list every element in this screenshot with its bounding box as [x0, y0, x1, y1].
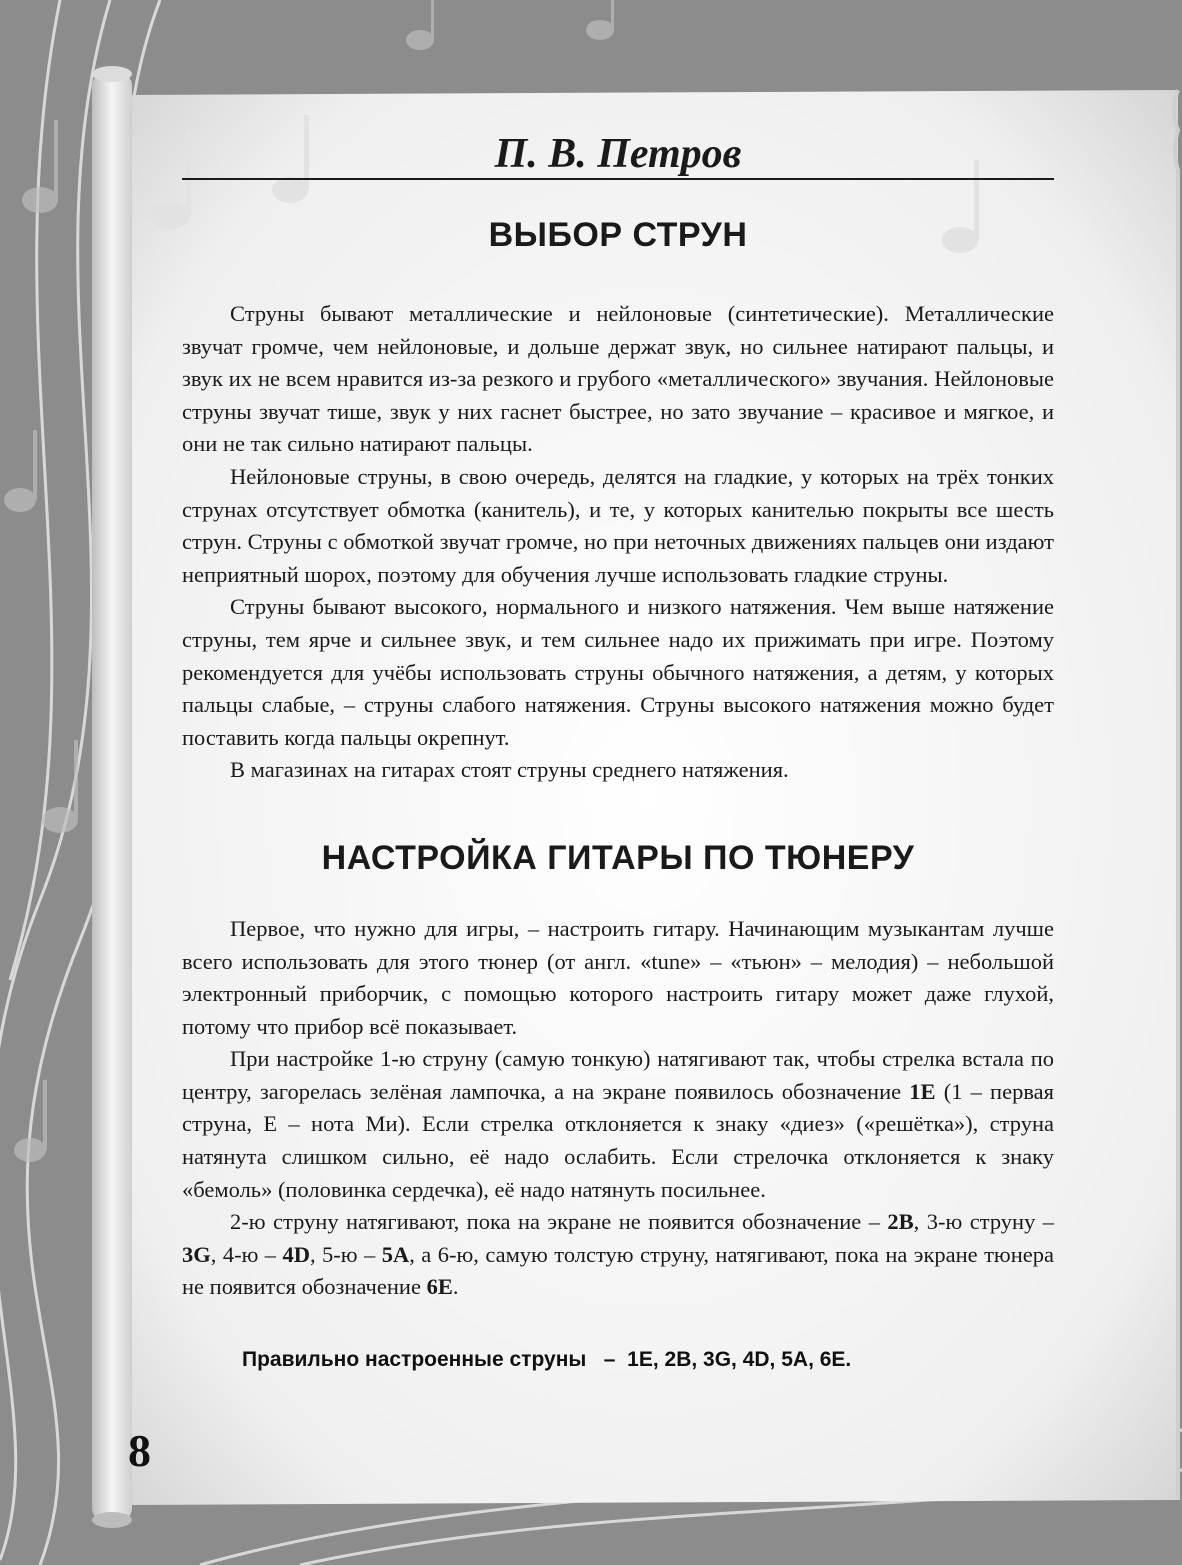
text-run: , 4-ю – — [210, 1241, 283, 1267]
string-code: 1E — [909, 1078, 936, 1104]
text-run: , 5-ю – — [310, 1241, 382, 1267]
text-run: (1 – первая струна, E – нота Ми). Если стрелка отклоняется к знаку «диез» («решётка»), струна натянута слишком сильно, её надо ослабить. Если стрелочка отклоняется к знаку «бемоль» (половинка сердечка), её надо натянуть посильнее. — [182, 1078, 1054, 1202]
paragraph — [182, 1043, 1054, 1206]
header-rule — [182, 178, 1054, 180]
text-run: , а 6-ю, самую толстую струну, натягивают, пока на экране тюнера не появится обозначение — [182, 1241, 1054, 1300]
section-title-strings: ВЫБОР СТРУН — [488, 216, 748, 254]
page-number: 8 — [128, 1425, 151, 1476]
paragraph — [182, 1206, 1054, 1304]
paragraph: Нейлоновые струны, в свою очередь, делятся на гладкие, у которых на трёх тонких струнах отсутствует обмотка (канитель), и те, у которых канителью покрыты все шесть струн. Струны с обмоткой звучат громче, но при неточных движениях пальцев они издают неприятный шорох, поэтому для обучения лучше использовать гладкие струны. — [182, 463, 1054, 587]
section-strings-body — [182, 298, 1054, 787]
paragraph: Струны бывают высокого, нормального и низкого натяжения. Чем выше натяжение струны, тем ярче и сильнее звук, и тем сильнее надо их прижимать при игре. Поэтому рекомендуется для учёбы использовать струны обычного натяжения, а детям, у которых пальцы слабые, – струны слабого натяжения. Струны высокого натяжения можно будет поставить когда пальцы окрепнут. — [182, 594, 1054, 750]
string-code: 4D — [282, 1241, 310, 1267]
string-code: 2B — [887, 1209, 914, 1235]
author-header: П. В. Петров — [494, 131, 742, 177]
page-content — [182, 130, 1054, 1304]
string-code: 3G — [182, 1241, 211, 1267]
text-run: , 3-ю струну – — [913, 1209, 1055, 1235]
string-code: 5A — [381, 1241, 410, 1267]
paragraph: Струны бывают металлические и нейлоновые (синтетические). Металлические звучат громче, чем нейлоновые, и дольше держат звук, но сильнее натирают пальцы, и звук их не всем нравится из-за резкого и грубого «металлического» звучания. Нейлоновые струны звучат тише, звук у них гаснет быстрее, но зато звучание – красивое и мягкое, и они не так сильно натирают пальцы. — [182, 301, 1054, 457]
paragraph: В магазинах на гитарах стоят струны среднего натяжения. — [230, 757, 789, 783]
text-run: При настройке 1-ю струну (самую тонкую) натягивают так, чтобы стрелка встала по центру, загорелась зелёная лампочка, а на экране появилось обозначение — [182, 1046, 1054, 1104]
section-tuner-body — [182, 913, 1054, 1304]
paragraph: Первое, что нужно для игры, – настроить гитару. Начинающим музыкантам лучше всего использовать для этого тюнер (от англ. «tune» – «тьюн» – мелодия) – небольшой электронный приборчик, с помощью которого настроить гитару может даже глухой, потому что прибор всё показывает. — [182, 915, 1054, 1039]
tuning-summary: Правильно настроенные струны – 1E, 2B, 3G, 4D, 5A, 6E. — [242, 1348, 852, 1371]
scroll-roll — [92, 72, 132, 1522]
text-run: . — [452, 1274, 459, 1300]
section-title-tuner: НАСТРОЙКА ГИТАРЫ ПО ТЮНЕРУ — [321, 838, 915, 877]
text-run: 2-ю струну натягивают, пока на экране не появится обозначение – — [230, 1209, 888, 1235]
string-code: 6E — [426, 1274, 453, 1300]
